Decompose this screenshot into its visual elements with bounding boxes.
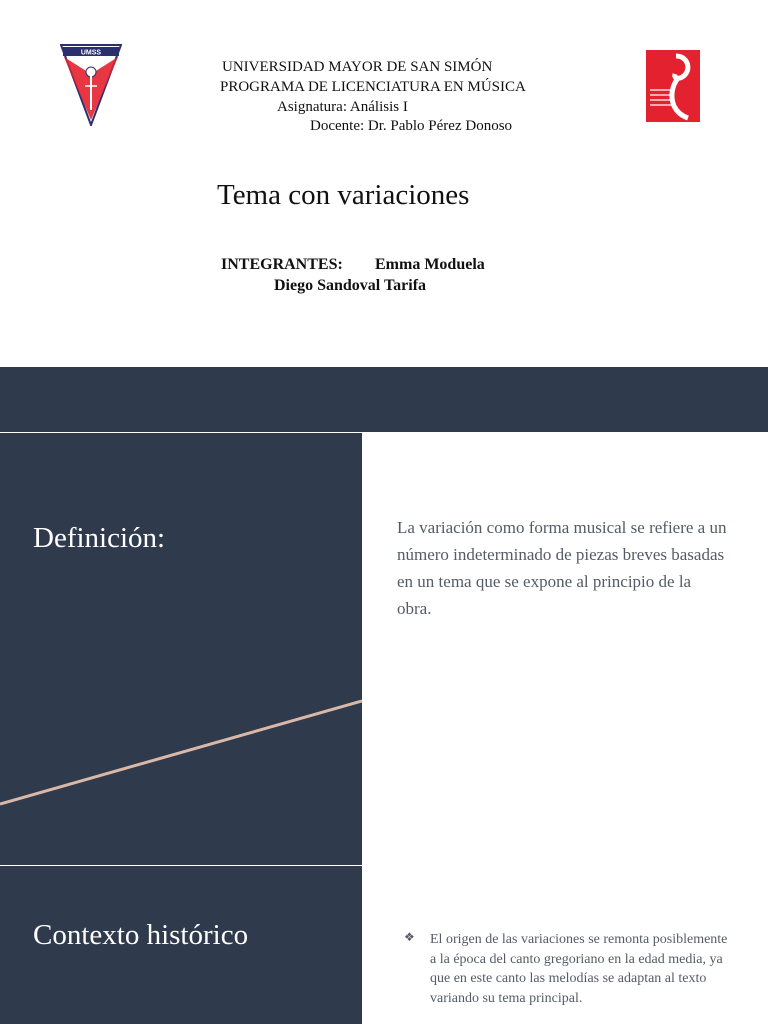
context-heading: Contexto histórico	[33, 919, 249, 951]
definition-body: La variación como forma musical se refiere a un número indeterminado de piezas breves basadas en un tema que se expone al principio de la obra.	[397, 518, 727, 618]
logo-left-text: UMSS	[80, 49, 102, 57]
team-label: INTEGRANTES:	[221, 256, 343, 273]
title-slide	[0, 0, 768, 367]
umss-shield-logo	[60, 44, 122, 126]
teacher-name: Docente: Dr. Pablo Pérez Donoso	[310, 118, 513, 134]
music-program-logo	[646, 50, 700, 122]
context-body: El origen de las variaciones se remonta posiblemente a la época del canto gregoriano en la edad media, ya que en este canto las melodías se adaptan al texto variando su tema principal.	[430, 932, 728, 1006]
course-name: Asignatura: Análisis I	[277, 99, 408, 115]
diamond-bullet-icon: ❖	[404, 930, 415, 944]
definition-heading: Definición:	[33, 522, 166, 554]
slide-header-band	[0, 367, 768, 432]
program-name: PROGRAMA DE LICENCIATURA EN MÚSICA	[220, 79, 526, 95]
team-member-1: Emma Moduela	[375, 256, 485, 273]
accent-diagonal-line	[0, 690, 362, 810]
team-member-2: Diego Sandoval Tarifa	[274, 277, 427, 294]
university-name: UNIVERSIDAD MAYOR DE SAN SIMÓN	[222, 59, 493, 75]
presentation-title: Tema con variaciones	[217, 179, 470, 211]
